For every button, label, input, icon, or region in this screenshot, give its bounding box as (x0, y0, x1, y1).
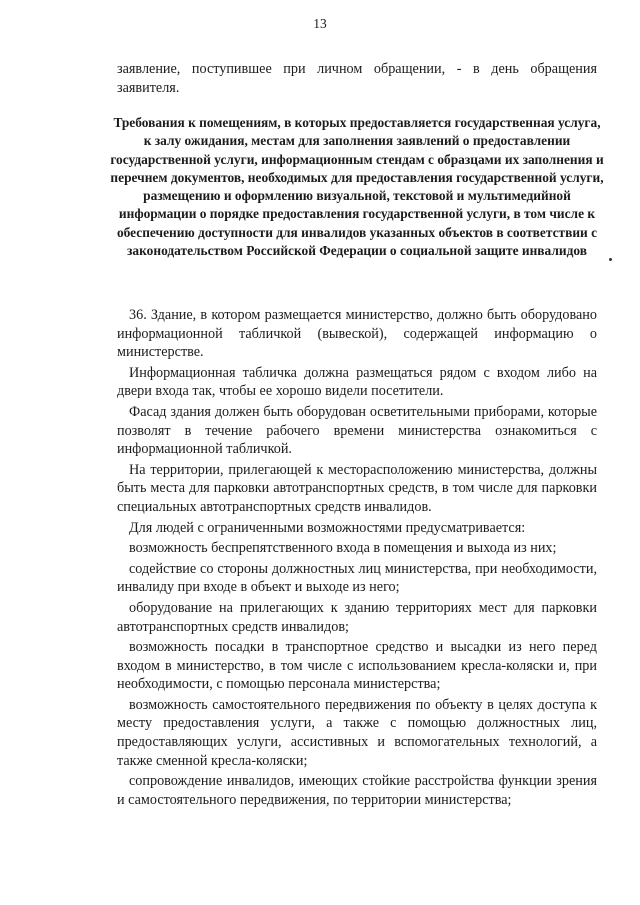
paragraph-36: 36. Здание, в котором размещается министерство, должно быть оборудовано информационной табличкой (вывеской), содержащей информацию о министерстве. (117, 307, 597, 361)
list-item: возможность самостоятельного передвижения по объекту в целях доступа к месту предоставления услуги, а также с помощью должностных лиц, предоставляющих услуги, ассистивных и вспомогательных технологий, а также сменной кресла-коляски; (117, 696, 597, 769)
section-heading: Требования к помещениям, в которых предоставляется государственная услуга, к залу ожидания, местам для заполнения заявлений о предоставлении государственной услуги, информационным стендам с образцами их заполнения и перечнем документов, необходимых для предоставления государственной услуги, размещению и оформлению визуальной, текстовой и мультимедийной информации о порядке предоставления государственной услуги, в том числе к обеспечению доступности для инвалидов указанных объектов в соответствии с законодательством Российской Федерации о социальной защите инвалидов (110, 115, 604, 259)
paragraph: Информационная табличка должна размещаться рядом с входом либо на двери входа так, чтобы ее хорошо видели посетители. (117, 364, 597, 400)
list-item: возможность беспрепятственного входа в помещения и выхода из них; (129, 540, 557, 557)
paragraph: Фасад здания должен быть оборудован осветительными приборами, которые позволят в течение рабочего времени министерства ознакомиться с информационной табличкой. (117, 403, 597, 458)
continuation-paragraph: заявление, поступившее при личном обращении, - в день обращения заявителя. (117, 61, 597, 96)
document-body (117, 306, 597, 809)
paragraph: На территории, прилегающей к месторасположению министерства, должны быть места для парковки автотранспортных средств, в том числе для парковки специальных автотранспортных средств инвалидов. (117, 461, 597, 515)
list-item: оборудование на прилегающих к зданию территориях мест для парковки автотранспортных средств инвалидов; (117, 599, 597, 635)
list-item: возможность посадки в транспортное средство и высадки из него перед входом в министерство, в том числе с использованием кресла-коляски и, при необходимости, с помощью персонала министерства; (117, 639, 597, 693)
page-number: 13 (313, 16, 327, 31)
list-item: содействие со стороны должностных лиц министерства, при необходимости, инвалиду при входе в объект и выходе из него; (117, 560, 597, 596)
paragraph: Для людей с ограниченными возможностями предусматривается: (129, 519, 526, 536)
list-item: сопровождение инвалидов, имеющих стойкие расстройства функции зрения и самостоятельного передвижения, по территории министерства; (117, 773, 597, 808)
document-body-top (117, 60, 597, 97)
margin-dot-mark (609, 258, 612, 261)
